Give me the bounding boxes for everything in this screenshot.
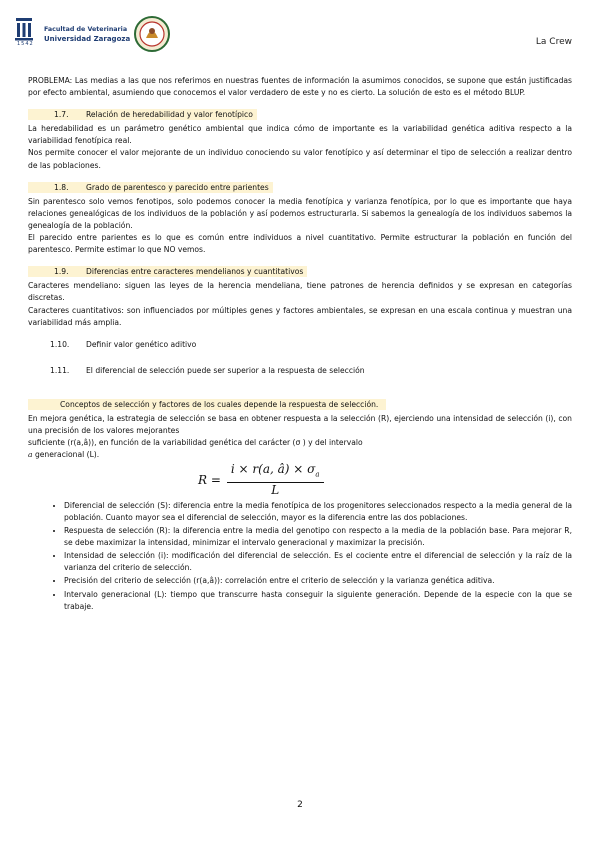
list-item: • Precisión del criterio de selección (r(a,â)): correlación entre el criterio de selección y la varianza genética aditiva. (64, 575, 572, 587)
formula-denominator: L (271, 482, 280, 497)
section-number: 1.9. (54, 267, 69, 277)
faculty-name: Facultad de Veterinaria (44, 26, 128, 33)
list-item: • Intensidad de selección (i): modificación del diferencial de selección. Es el cociente entre el diferencial de selección y la raíz de la varianza del criterio de selección. (64, 550, 572, 574)
section-number: 1.7. (54, 110, 69, 120)
university-logo (14, 14, 134, 52)
paragraph: El parecido entre parientes es lo que es común entre individuos a nivel cuantitativo. Permite estructurar la población en función del parentesco. Permite estimar lo que NO vemos. (28, 233, 572, 255)
page-number: 2 (297, 800, 303, 810)
formula-fraction (227, 463, 324, 496)
paragraph: Caracteres cuantitativos: son influenciados por múltiples genes y factores ambientales, se expresan en una escala continua y muestran una variabilidad más amplia. (28, 305, 572, 327)
running-title: La Crew (535, 37, 572, 47)
paragraph: Nos permite conocer el valor mejorante de un individuo conociendo su valor fenotípico y así determinar el tipo de selección a realizar dentro de las poblaciones. (28, 148, 572, 170)
response-formula (198, 463, 572, 496)
formula-lhs: R = (198, 472, 221, 487)
list-item: • Intervalo generacional (L): tiempo que transcurre hasta conseguir la siguiente generación. Depende de la especie con la que se trabaje. (64, 589, 572, 613)
concepts-list (28, 500, 572, 613)
section-title: Diferencias entre caracteres mendelianos y cuantitativos (86, 267, 304, 277)
paragraph: Caracteres mendeliano: siguen las leyes de la herencia mendeliana, tiene patrones de herencia definidos y se expresan en categorías discretas. (28, 281, 572, 303)
section-1-7-heading (28, 109, 572, 121)
page-content (28, 75, 572, 614)
problem-paragraph: PROBLEMA: Las medias a las que nos referimos en nuestras fuentes de información la asumimos conocidos, se supone que están justificadas por efecto ambiental, asumiendo que conocemos el valor verdadero de este y no es cierto. La solución de esto es el método BLUP. (28, 76, 572, 98)
section-title: El diferencial de selección puede ser superior a la respuesta de selección (86, 365, 365, 375)
concepts-title: Conceptos de selección y factores de los cuales depende la respuesta de selección. (28, 399, 386, 410)
section-1-9-heading (28, 266, 572, 278)
university-name: Universidad Zaragoza (44, 35, 131, 43)
section-1-8-heading (28, 182, 572, 194)
section-1-10-heading (50, 339, 572, 351)
concepts-heading (28, 399, 572, 411)
formula-numerator: i × r(a, â) × $\sigma_a$ (227, 463, 324, 482)
paragraph: suficiente (r(a,â)), en función de la variabilidad genética del carácter (σ ) y del intervalo (28, 438, 363, 448)
faculty-crest-icon (134, 16, 170, 52)
sigma-subscript: a (28, 450, 33, 460)
logo-year: 1542 (17, 41, 34, 47)
list-item: • Respuesta de selección (R): la diferencia entre la media del genotipo con respecto a la media de la población base. Para mejorar R, se debe maximizar la intensidad, minimizar el intervalo generacional y maximizar la precisión. (64, 525, 572, 549)
section-number: 1.8. (54, 182, 69, 192)
paragraph: Sin parentesco solo vemos fenotipos, solo podemos conocer la media fenotípica y varianza fenotípica, por lo que es importante que haya relaciones genealógicas de los individuos de la población y así podemos estructurarla. Si sabemos la genealogía de los individuos sabemos la genealogía de la población. (28, 196, 572, 230)
section-number: 1.11. (50, 365, 70, 375)
list-item: • Diferencial de selección (S): diferencia entre la media fenotípica de los progenitores seleccionados respecto a la media general de la población. Cuanto mayor sea el diferencial de selección, mayor es la diferencia entre las dos poblaciones. (64, 500, 572, 524)
section-title: Grado de parentesco y parecido entre parientes (86, 182, 269, 192)
section-title: Definir valor genético aditivo (86, 339, 197, 349)
section-title: Relación de heredabilidad y valor fenotípico (86, 110, 253, 120)
section-number: 1.10. (50, 339, 70, 349)
paragraph: En mejora genética, la estrategia de selección se basa en obtener respuesta a la selección (R), ejerciendo una intensidad de selección (i), con una precisión de los valores mejorantes (28, 413, 572, 436)
paragraph: a generacional (L). (28, 450, 100, 460)
paragraph: La heredabilidad es un parámetro genético ambiental que indica cómo de importante es la variabilidad genética aditiva respecto a la variabilidad fenotípica real. (28, 124, 572, 146)
section-1-11-heading (50, 365, 572, 377)
